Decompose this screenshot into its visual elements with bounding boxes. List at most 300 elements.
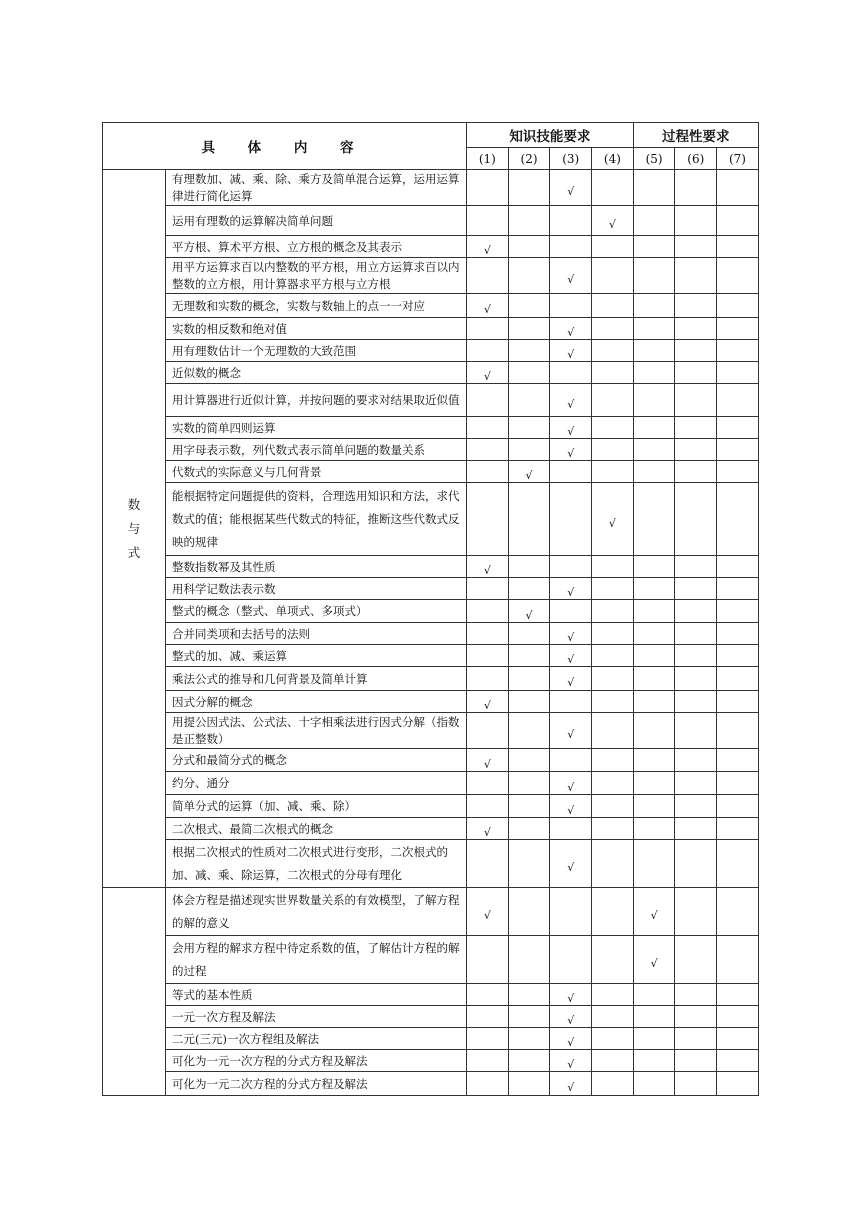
requirement-cell-3	[550, 483, 592, 556]
requirement-cell-1	[467, 1006, 509, 1028]
requirement-cell-7	[717, 206, 759, 236]
requirement-cell-6	[675, 340, 717, 362]
requirement-cell-2	[508, 713, 550, 749]
content-cell: 可化为一元一次方程的分式方程及解法	[166, 1050, 467, 1072]
category-char: 数	[127, 496, 141, 512]
check-mark: √	[567, 631, 575, 644]
requirement-cell-7	[717, 667, 759, 691]
table-row	[103, 645, 759, 667]
requirement-cell-4	[592, 483, 634, 556]
requirement-cell-1	[467, 578, 509, 600]
requirement-cell-3	[550, 749, 592, 772]
requirement-cell-1	[467, 936, 509, 984]
requirement-cell-4	[592, 461, 634, 483]
requirement-cell-7	[717, 318, 759, 340]
check-mark: √	[567, 348, 575, 361]
requirement-cell-5	[633, 362, 675, 384]
check-mark: √	[567, 1036, 575, 1049]
requirement-cell-1	[467, 556, 509, 578]
requirement-cell-5	[633, 236, 675, 258]
requirement-cell-2	[508, 749, 550, 772]
content-cell: 实数的简单四则运算	[166, 417, 467, 439]
table-row	[103, 1006, 759, 1028]
table-row	[103, 170, 759, 206]
content-cell: 体会方程是描述现实世界数量关系的有效模型，了解方程的解的意义	[166, 888, 467, 936]
requirement-cell-5	[633, 439, 675, 461]
requirement-cell-7	[717, 1072, 759, 1096]
requirement-cell-2	[508, 691, 550, 713]
table-row	[103, 623, 759, 645]
requirement-cell-4	[592, 795, 634, 818]
requirement-cell-5	[633, 1072, 675, 1096]
requirement-cell-6	[675, 1006, 717, 1028]
requirement-cell-3	[550, 667, 592, 691]
requirement-cell-5	[633, 667, 675, 691]
requirement-cell-4	[592, 600, 634, 623]
knowledge-group-header: 知识技能要求	[467, 123, 634, 148]
requirement-cell-6	[675, 645, 717, 667]
requirement-cell-2	[508, 384, 550, 417]
requirement-cell-7	[717, 691, 759, 713]
requirement-cell-5	[633, 749, 675, 772]
content-cell: 用科学记数法表示数	[166, 578, 467, 600]
requirement-cell-7	[717, 362, 759, 384]
requirement-cell-7	[717, 772, 759, 795]
check-mark: √	[567, 273, 575, 286]
content-cell: 等式的基本性质	[166, 984, 467, 1006]
requirement-cell-4	[592, 439, 634, 461]
requirement-cell-5	[633, 1050, 675, 1072]
requirement-cell-6	[675, 206, 717, 236]
requirement-cell-7	[717, 170, 759, 206]
content-cell: 二元(三元)一次方程组及解法	[166, 1028, 467, 1050]
requirement-cell-1	[467, 294, 509, 318]
requirement-cell-5	[633, 578, 675, 600]
table-row	[103, 578, 759, 600]
requirement-cell-5	[633, 984, 675, 1006]
requirement-cell-4	[592, 1050, 634, 1072]
content-cell: 可化为一元二次方程的分式方程及解法	[166, 1072, 467, 1096]
check-mark: √	[567, 992, 575, 1005]
requirement-cell-6	[675, 1050, 717, 1072]
requirement-cell-1	[467, 170, 509, 206]
requirement-cell-3	[550, 1028, 592, 1050]
content-cell: 整数指数幂及其性质	[166, 556, 467, 578]
requirement-cell-3	[550, 362, 592, 384]
requirement-cell-3	[550, 818, 592, 840]
content-cell: 一元一次方程及解法	[166, 1006, 467, 1028]
requirement-cell-4	[592, 384, 634, 417]
requirement-cell-6	[675, 578, 717, 600]
table-row	[103, 667, 759, 691]
content-cell: 约分、通分	[166, 772, 467, 795]
table-row	[103, 384, 759, 417]
requirement-cell-5	[633, 691, 675, 713]
requirement-cell-4	[592, 1006, 634, 1028]
check-mark: √	[483, 909, 491, 922]
check-mark: √	[567, 185, 575, 198]
table-row	[103, 600, 759, 623]
content-cell: 代数式的实际意义与几何背景	[166, 461, 467, 483]
requirement-cell-7	[717, 384, 759, 417]
category-char: 式	[127, 544, 141, 560]
requirement-cell-4	[592, 1028, 634, 1050]
requirement-cell-2	[508, 236, 550, 258]
requirement-cell-2	[508, 439, 550, 461]
requirement-cell-3	[550, 600, 592, 623]
content-cell: 平方根、算术平方根、立方根的概念及其表示	[166, 236, 467, 258]
table-row	[103, 206, 759, 236]
content-cell: 能根据特定问题提供的资料，合理选用知识和方法，求代数式的值；能根据某些代数式的特征，推断这些代数式反映的规律	[166, 483, 467, 556]
requirement-cell-3	[550, 888, 592, 936]
content-cell: 分式和最简分式的概念	[166, 749, 467, 772]
requirement-cell-5	[633, 556, 675, 578]
requirement-cell-1	[467, 1072, 509, 1096]
requirement-cell-5	[633, 645, 675, 667]
requirement-cell-4	[592, 645, 634, 667]
content-cell: 用有理数估计一个无理数的大致范围	[166, 340, 467, 362]
requirement-cell-2	[508, 645, 550, 667]
requirement-cell-3	[550, 984, 592, 1006]
requirement-cell-2	[508, 578, 550, 600]
content-cell: 用计算器进行近似计算，并按问题的要求对结果取近似值	[166, 384, 467, 417]
requirement-cell-3	[550, 236, 592, 258]
requirement-cell-1	[467, 483, 509, 556]
table-row	[103, 691, 759, 713]
requirement-cell-6	[675, 439, 717, 461]
content-cell: 乘法公式的推导和几何背景及简单计算	[166, 667, 467, 691]
content-header-label: 具 体 内 容	[201, 140, 368, 156]
requirement-cell-5	[633, 483, 675, 556]
requirement-cell-5	[633, 384, 675, 417]
requirement-cell-1	[467, 206, 509, 236]
table-row	[103, 1028, 759, 1050]
requirement-cell-6	[675, 362, 717, 384]
requirement-cell-3	[550, 439, 592, 461]
requirement-cell-1	[467, 691, 509, 713]
requirement-cell-7	[717, 340, 759, 362]
requirement-cell-5	[633, 840, 675, 888]
requirement-cell-5	[633, 818, 675, 840]
requirement-cell-7	[717, 984, 759, 1006]
requirement-cell-3	[550, 1050, 592, 1072]
requirement-cell-4	[592, 578, 634, 600]
requirement-cell-3	[550, 840, 592, 888]
requirement-cell-6	[675, 713, 717, 749]
requirement-cell-4	[592, 206, 634, 236]
requirement-cell-6	[675, 1072, 717, 1096]
table-row	[103, 294, 759, 318]
table-row	[103, 483, 759, 556]
requirement-cell-6	[675, 984, 717, 1006]
check-mark: √	[483, 699, 491, 712]
requirement-cell-1	[467, 318, 509, 340]
requirement-cell-4	[592, 417, 634, 439]
requirement-cell-5	[633, 461, 675, 483]
content-cell: 因式分解的概念	[166, 691, 467, 713]
requirement-cell-3	[550, 384, 592, 417]
requirement-cell-1	[467, 384, 509, 417]
requirement-cell-5	[633, 936, 675, 984]
requirement-cell-2	[508, 483, 550, 556]
check-mark: √	[567, 1081, 575, 1094]
requirement-cell-3	[550, 318, 592, 340]
table-row	[103, 461, 759, 483]
requirement-cell-3	[550, 772, 592, 795]
process-group-header: 过程性要求	[633, 123, 758, 148]
requirement-cell-6	[675, 236, 717, 258]
requirement-cell-7	[717, 1050, 759, 1072]
requirement-cell-2	[508, 1006, 550, 1028]
requirement-cell-3	[550, 936, 592, 984]
requirement-cell-3	[550, 645, 592, 667]
requirement-cell-7	[717, 556, 759, 578]
check-mark: √	[567, 653, 575, 666]
requirement-cell-1	[467, 362, 509, 384]
check-mark: √	[567, 676, 575, 689]
table-row	[103, 258, 759, 294]
requirement-cell-7	[717, 1006, 759, 1028]
requirement-cell-6	[675, 936, 717, 984]
requirement-cell-6	[675, 888, 717, 936]
requirement-cell-7	[717, 645, 759, 667]
requirement-cell-5	[633, 1006, 675, 1028]
check-mark: √	[525, 469, 533, 482]
check-mark: √	[567, 425, 575, 438]
requirement-cell-4	[592, 340, 634, 362]
requirement-cell-4	[592, 258, 634, 294]
requirement-cell-6	[675, 461, 717, 483]
requirement-cell-2	[508, 461, 550, 483]
check-mark: √	[567, 326, 575, 339]
requirement-cell-7	[717, 623, 759, 645]
requirement-cell-4	[592, 713, 634, 749]
column-number: (2)	[508, 148, 550, 170]
requirement-cell-1	[467, 772, 509, 795]
check-mark: √	[567, 728, 575, 741]
requirement-cell-6	[675, 600, 717, 623]
requirement-cell-1	[467, 667, 509, 691]
requirement-cell-7	[717, 713, 759, 749]
requirement-cell-4	[592, 667, 634, 691]
requirement-cell-6	[675, 170, 717, 206]
requirement-cell-1	[467, 439, 509, 461]
check-mark: √	[483, 826, 491, 839]
requirement-cell-1	[467, 417, 509, 439]
table-row	[103, 1072, 759, 1096]
requirement-cell-2	[508, 772, 550, 795]
requirement-cell-3	[550, 623, 592, 645]
column-number: (6)	[675, 148, 717, 170]
requirement-cell-5	[633, 623, 675, 645]
check-mark: √	[483, 370, 491, 383]
requirement-cell-3	[550, 691, 592, 713]
requirement-cell-6	[675, 258, 717, 294]
table-row	[103, 840, 759, 888]
column-number: (4)	[592, 148, 634, 170]
requirement-cell-1	[467, 258, 509, 294]
content-cell: 整式的加、减、乘运算	[166, 645, 467, 667]
requirement-cell-7	[717, 439, 759, 461]
table-row	[103, 236, 759, 258]
category-label	[103, 493, 165, 565]
requirement-cell-3	[550, 1006, 592, 1028]
requirement-cell-2	[508, 984, 550, 1006]
column-number: (5)	[633, 148, 675, 170]
check-mark: √	[567, 586, 575, 599]
requirement-cell-6	[675, 772, 717, 795]
requirement-cell-4	[592, 840, 634, 888]
table-row	[103, 318, 759, 340]
requirement-cell-2	[508, 840, 550, 888]
requirement-cell-7	[717, 749, 759, 772]
requirement-cell-7	[717, 888, 759, 936]
content-cell: 整式的概念（整式、单项式、多项式）	[166, 600, 467, 623]
requirement-cell-5	[633, 340, 675, 362]
category-cell	[103, 888, 166, 1096]
requirement-cell-2	[508, 294, 550, 318]
content-cell: 有理数加、减、乘、除、乘方及简单混合运算，运用运算律进行简化运算	[166, 170, 467, 206]
requirement-cell-3	[550, 170, 592, 206]
requirement-cell-3	[550, 578, 592, 600]
requirement-cell-5	[633, 258, 675, 294]
requirement-cell-4	[592, 772, 634, 795]
requirement-cell-5	[633, 206, 675, 236]
requirements-table	[102, 122, 759, 1096]
requirement-cell-2	[508, 795, 550, 818]
requirement-cell-7	[717, 461, 759, 483]
requirement-cell-2	[508, 556, 550, 578]
requirement-cell-5	[633, 772, 675, 795]
requirement-cell-3	[550, 340, 592, 362]
check-mark: √	[608, 218, 616, 231]
requirement-cell-4	[592, 691, 634, 713]
requirement-cell-6	[675, 818, 717, 840]
requirement-cell-3	[550, 556, 592, 578]
requirement-cell-5	[633, 713, 675, 749]
requirement-cell-2	[508, 600, 550, 623]
check-mark: √	[567, 780, 575, 794]
requirement-cell-4	[592, 936, 634, 984]
check-mark: √	[567, 803, 575, 817]
requirement-cell-4	[592, 294, 634, 318]
requirement-cell-6	[675, 318, 717, 340]
requirement-cell-3	[550, 1072, 592, 1096]
content-cell: 近似数的概念	[166, 362, 467, 384]
requirement-cell-6	[675, 691, 717, 713]
requirement-cell-7	[717, 258, 759, 294]
requirement-cell-3	[550, 713, 592, 749]
check-mark: √	[525, 608, 533, 622]
requirement-cell-3	[550, 461, 592, 483]
table-row	[103, 888, 759, 936]
requirement-cell-5	[633, 600, 675, 623]
requirement-cell-1	[467, 236, 509, 258]
table-row	[103, 417, 759, 439]
requirement-cell-4	[592, 749, 634, 772]
column-number: (3)	[550, 148, 592, 170]
requirement-cell-4	[592, 818, 634, 840]
requirement-cell-4	[592, 556, 634, 578]
requirement-cell-1	[467, 1050, 509, 1072]
requirement-cell-3	[550, 795, 592, 818]
requirement-cell-4	[592, 623, 634, 645]
content-cell: 根据二次根式的性质对二次根式进行变形，二次根式的加、减、乘、除运算，二次根式的分母有理化	[166, 840, 467, 888]
requirement-cell-6	[675, 795, 717, 818]
requirement-cell-2	[508, 1028, 550, 1050]
requirement-cell-2	[508, 258, 550, 294]
requirement-cell-4	[592, 888, 634, 936]
table-row	[103, 795, 759, 818]
requirement-cell-1	[467, 749, 509, 772]
requirement-cell-1	[467, 818, 509, 840]
requirement-cell-2	[508, 623, 550, 645]
requirement-cell-1	[467, 340, 509, 362]
requirement-cell-2	[508, 1072, 550, 1096]
requirement-cell-2	[508, 936, 550, 984]
table-row	[103, 984, 759, 1006]
requirement-cell-1	[467, 645, 509, 667]
content-header	[103, 123, 467, 170]
check-mark: √	[567, 1014, 575, 1027]
column-number: (7)	[717, 148, 759, 170]
requirement-cell-3	[550, 417, 592, 439]
requirement-cell-2	[508, 818, 550, 840]
requirement-cell-1	[467, 713, 509, 749]
content-cell: 用平方运算求百以内整数的平方根，用立方运算求百以内整数的立方根，用计算器求平方根与立方根	[166, 258, 467, 294]
table-row	[103, 713, 759, 749]
requirement-cell-7	[717, 600, 759, 623]
requirement-cell-6	[675, 623, 717, 645]
content-cell: 会用方程的解求方程中待定系数的值，了解估计方程的解的过程	[166, 936, 467, 984]
requirement-cell-6	[675, 749, 717, 772]
table-row	[103, 936, 759, 984]
requirement-cell-1	[467, 795, 509, 818]
requirement-cell-2	[508, 417, 550, 439]
requirement-cell-6	[675, 667, 717, 691]
content-cell: 实数的相反数和绝对值	[166, 318, 467, 340]
requirement-cell-5	[633, 1028, 675, 1050]
requirement-cell-6	[675, 483, 717, 556]
requirement-cell-1	[467, 600, 509, 623]
content-cell: 无理数和实数的概念，实数与数轴上的点一一对应	[166, 294, 467, 318]
requirement-cell-2	[508, 1050, 550, 1072]
content-cell: 用字母表示数，列代数式表示简单问题的数量关系	[166, 439, 467, 461]
requirement-cell-5	[633, 294, 675, 318]
requirement-cell-4	[592, 984, 634, 1006]
requirement-cell-7	[717, 795, 759, 818]
requirement-cell-1	[467, 1028, 509, 1050]
content-cell: 用提公因式法、公式法、十字相乘法进行因式分解（指数是正整数）	[166, 713, 467, 749]
check-mark: √	[483, 244, 491, 257]
table-row	[103, 749, 759, 772]
requirement-cell-5	[633, 795, 675, 818]
requirement-cell-2	[508, 170, 550, 206]
content-cell: 简单分式的运算（加、减、乘、除）	[166, 795, 467, 818]
category-cell	[103, 170, 166, 888]
requirement-cell-7	[717, 578, 759, 600]
check-mark: √	[608, 516, 616, 530]
requirement-cell-6	[675, 556, 717, 578]
table-row	[103, 362, 759, 384]
check-mark: √	[567, 1058, 575, 1071]
requirement-cell-6	[675, 384, 717, 417]
requirement-cell-1	[467, 623, 509, 645]
check-mark: √	[483, 303, 491, 316]
check-mark: √	[483, 564, 491, 577]
requirement-cell-6	[675, 417, 717, 439]
table-row	[103, 1050, 759, 1072]
